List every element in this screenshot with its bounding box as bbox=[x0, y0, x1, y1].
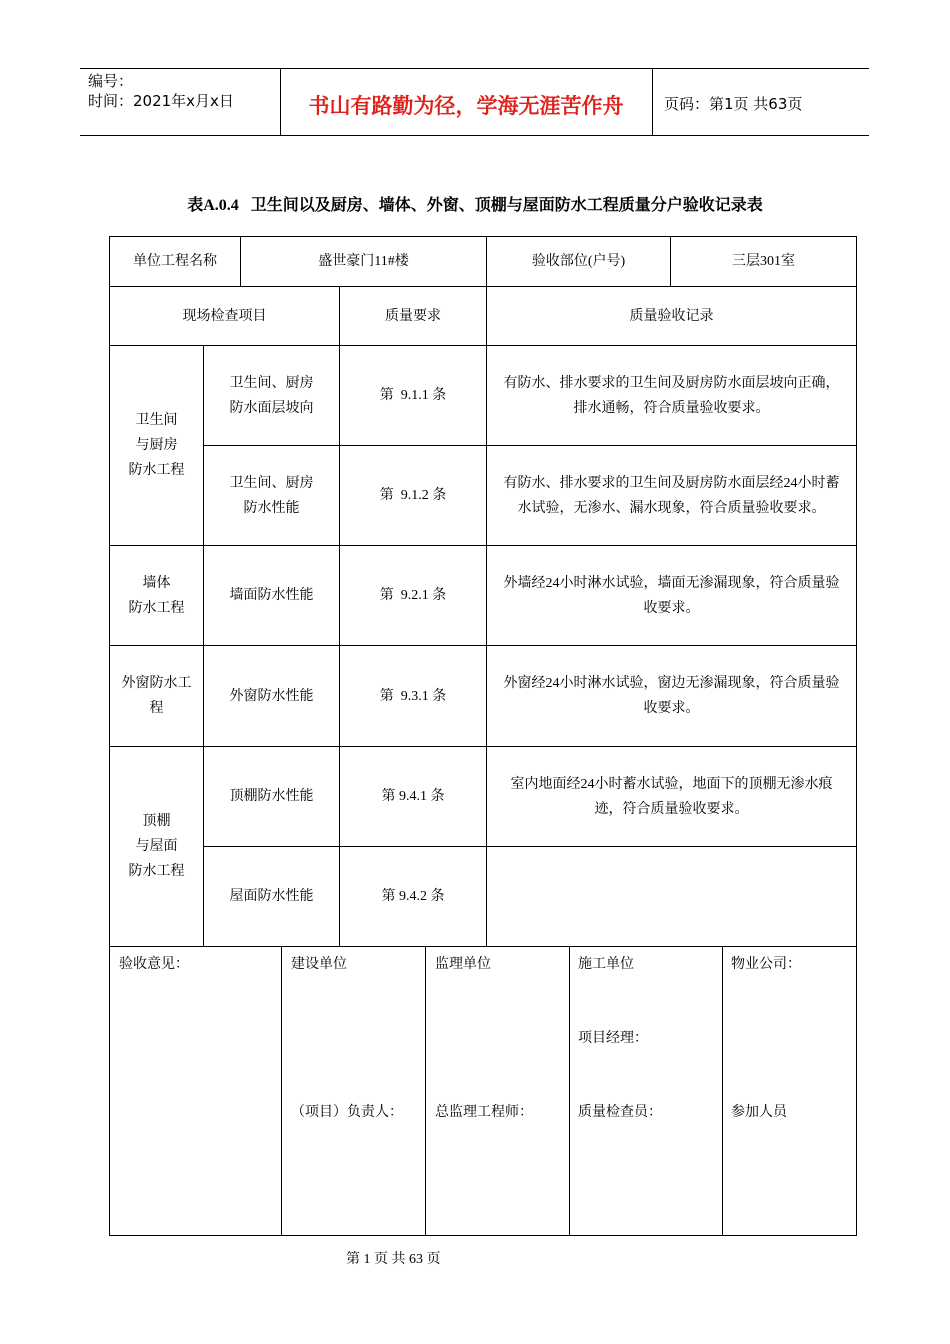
row-record bbox=[487, 546, 856, 645]
column-header-item: 现场检查项目 bbox=[182, 308, 267, 324]
group-name-line: 防水工程 bbox=[128, 463, 185, 478]
group-name-line: 外窗防水工 bbox=[121, 676, 192, 691]
project-manager-label: 项目经理： bbox=[578, 1031, 648, 1046]
document-time: 时间：2021年x月x日 bbox=[88, 92, 234, 110]
supervision-unit-label: 监理单位 bbox=[435, 957, 491, 972]
group-name-line: 防水工程 bbox=[128, 600, 185, 616]
row-record-line: 有防水、排水要求的卫生间及厨房防水面层经24小时蓄 bbox=[503, 475, 840, 491]
header-motto: 书山有路勤为径，学海无涯苦作舟 bbox=[308, 94, 624, 118]
header-bottom-rule bbox=[80, 135, 869, 136]
row-record-line: 外墙经24小时淋水试验，墙面无渗漏现象，符合质量验 bbox=[503, 575, 840, 591]
row-requirement: 第 9.4.2 条 bbox=[381, 889, 445, 904]
quality-inspector-label: 质量检查员： bbox=[578, 1105, 662, 1120]
table-border-bottom bbox=[109, 1235, 857, 1236]
document-code-label: 编号： bbox=[88, 72, 134, 90]
row-record-line: 收要求。 bbox=[643, 600, 700, 616]
row-record bbox=[487, 346, 856, 445]
form-title: 表A.0.4 卫生间以及厨房、墙体、外窗、顶棚与屋面防水工程质量分户验收记录表 bbox=[187, 197, 763, 214]
construction-unit-label: 建设单位 bbox=[291, 957, 347, 972]
column-header-requirement: 质量要求 bbox=[385, 308, 441, 324]
row-requirement: 第 9.3.1 条 bbox=[379, 688, 447, 704]
row-record-line: 外窗经24小时淋水试验，窗边无渗漏现象，符合质量验 bbox=[503, 676, 840, 691]
row-record-line: 收要求。 bbox=[643, 701, 700, 716]
row-requirement: 第 9.1.2 条 bbox=[379, 488, 447, 503]
group-ceiling-roof bbox=[110, 747, 203, 946]
col-rule bbox=[722, 946, 723, 1236]
row-item bbox=[204, 346, 339, 445]
row-record bbox=[487, 747, 856, 846]
chief-supervisor-label: 总监理工程师： bbox=[435, 1105, 533, 1120]
project-name-label: 单位工程名称 bbox=[133, 254, 217, 269]
row-item bbox=[204, 446, 339, 545]
row-record-empty bbox=[487, 847, 856, 946]
column-header-record: 质量验收记录 bbox=[629, 308, 714, 324]
row-requirement: 第 9.4.1 条 bbox=[381, 789, 445, 804]
row-item: 屋面防水性能 bbox=[229, 889, 314, 904]
row-record bbox=[487, 446, 856, 545]
row-record-line: 室内地面经24小时蓄水试验，地面下的顶棚无渗水痕 bbox=[510, 776, 833, 792]
row-rule bbox=[109, 946, 857, 947]
property-company-label: 物业公司： bbox=[731, 957, 801, 972]
header-top-rule bbox=[80, 68, 869, 69]
location-label: 验收部位(户号) bbox=[531, 254, 626, 269]
header-page-info: 页码：第1页 共63页 bbox=[664, 95, 803, 113]
group-name-line: 卫生间 bbox=[135, 413, 178, 428]
row-record bbox=[487, 646, 856, 746]
construction-person-label: （项目）负责人： bbox=[291, 1105, 403, 1120]
location-value: 三层301室 bbox=[732, 254, 795, 269]
row-item: 顶棚防水性能 bbox=[229, 789, 314, 804]
col-rule bbox=[425, 946, 426, 1236]
row-item: 墙面防水性能 bbox=[229, 588, 314, 603]
participants-label: 参加人员 bbox=[731, 1105, 787, 1120]
col-rule bbox=[281, 946, 282, 1236]
group-bathroom-kitchen bbox=[110, 346, 203, 545]
group-name-line: 程 bbox=[149, 701, 164, 716]
row-item-line: 防水性能 bbox=[243, 500, 300, 516]
row-item-line: 卫生间、厨房 bbox=[229, 375, 314, 391]
row-requirement: 第 9.2.1 条 bbox=[379, 588, 447, 603]
row-record-line: 水试验，无渗水、漏水现象，符合质量验收要求。 bbox=[517, 500, 826, 516]
page-footer: 第 1 页 共 63 页 bbox=[346, 1252, 441, 1267]
row-item-line: 防水面层坡向 bbox=[229, 400, 314, 416]
group-name-line: 与屋面 bbox=[135, 839, 178, 854]
group-name-line: 墙体 bbox=[142, 575, 171, 591]
row-record-line: 迹，符合质量验收要求。 bbox=[594, 801, 749, 817]
header-divider-right bbox=[652, 68, 653, 136]
row-record-line: 有防水、排水要求的卫生间及厨房防水面层坡向正确， bbox=[503, 375, 840, 391]
group-name-line: 顶棚 bbox=[142, 814, 171, 829]
row-item-line: 卫生间、厨房 bbox=[229, 475, 314, 491]
group-window bbox=[110, 646, 203, 746]
group-wall bbox=[110, 546, 203, 645]
col-rule bbox=[569, 946, 570, 1236]
acceptance-opinion-label: 验收意见： bbox=[119, 957, 189, 972]
table-border-right bbox=[856, 236, 857, 1236]
project-name-value: 盛世豪门11#楼 bbox=[318, 254, 409, 269]
row-item: 外窗防水性能 bbox=[229, 688, 314, 704]
row-record-line: 排水通畅，符合质量验收要求。 bbox=[573, 400, 770, 416]
group-name-line: 防水工程 bbox=[128, 864, 185, 879]
builder-unit-label: 施工单位 bbox=[578, 957, 634, 972]
group-name-line: 与厨房 bbox=[135, 438, 178, 453]
row-requirement: 第 9.1.1 条 bbox=[379, 388, 447, 403]
